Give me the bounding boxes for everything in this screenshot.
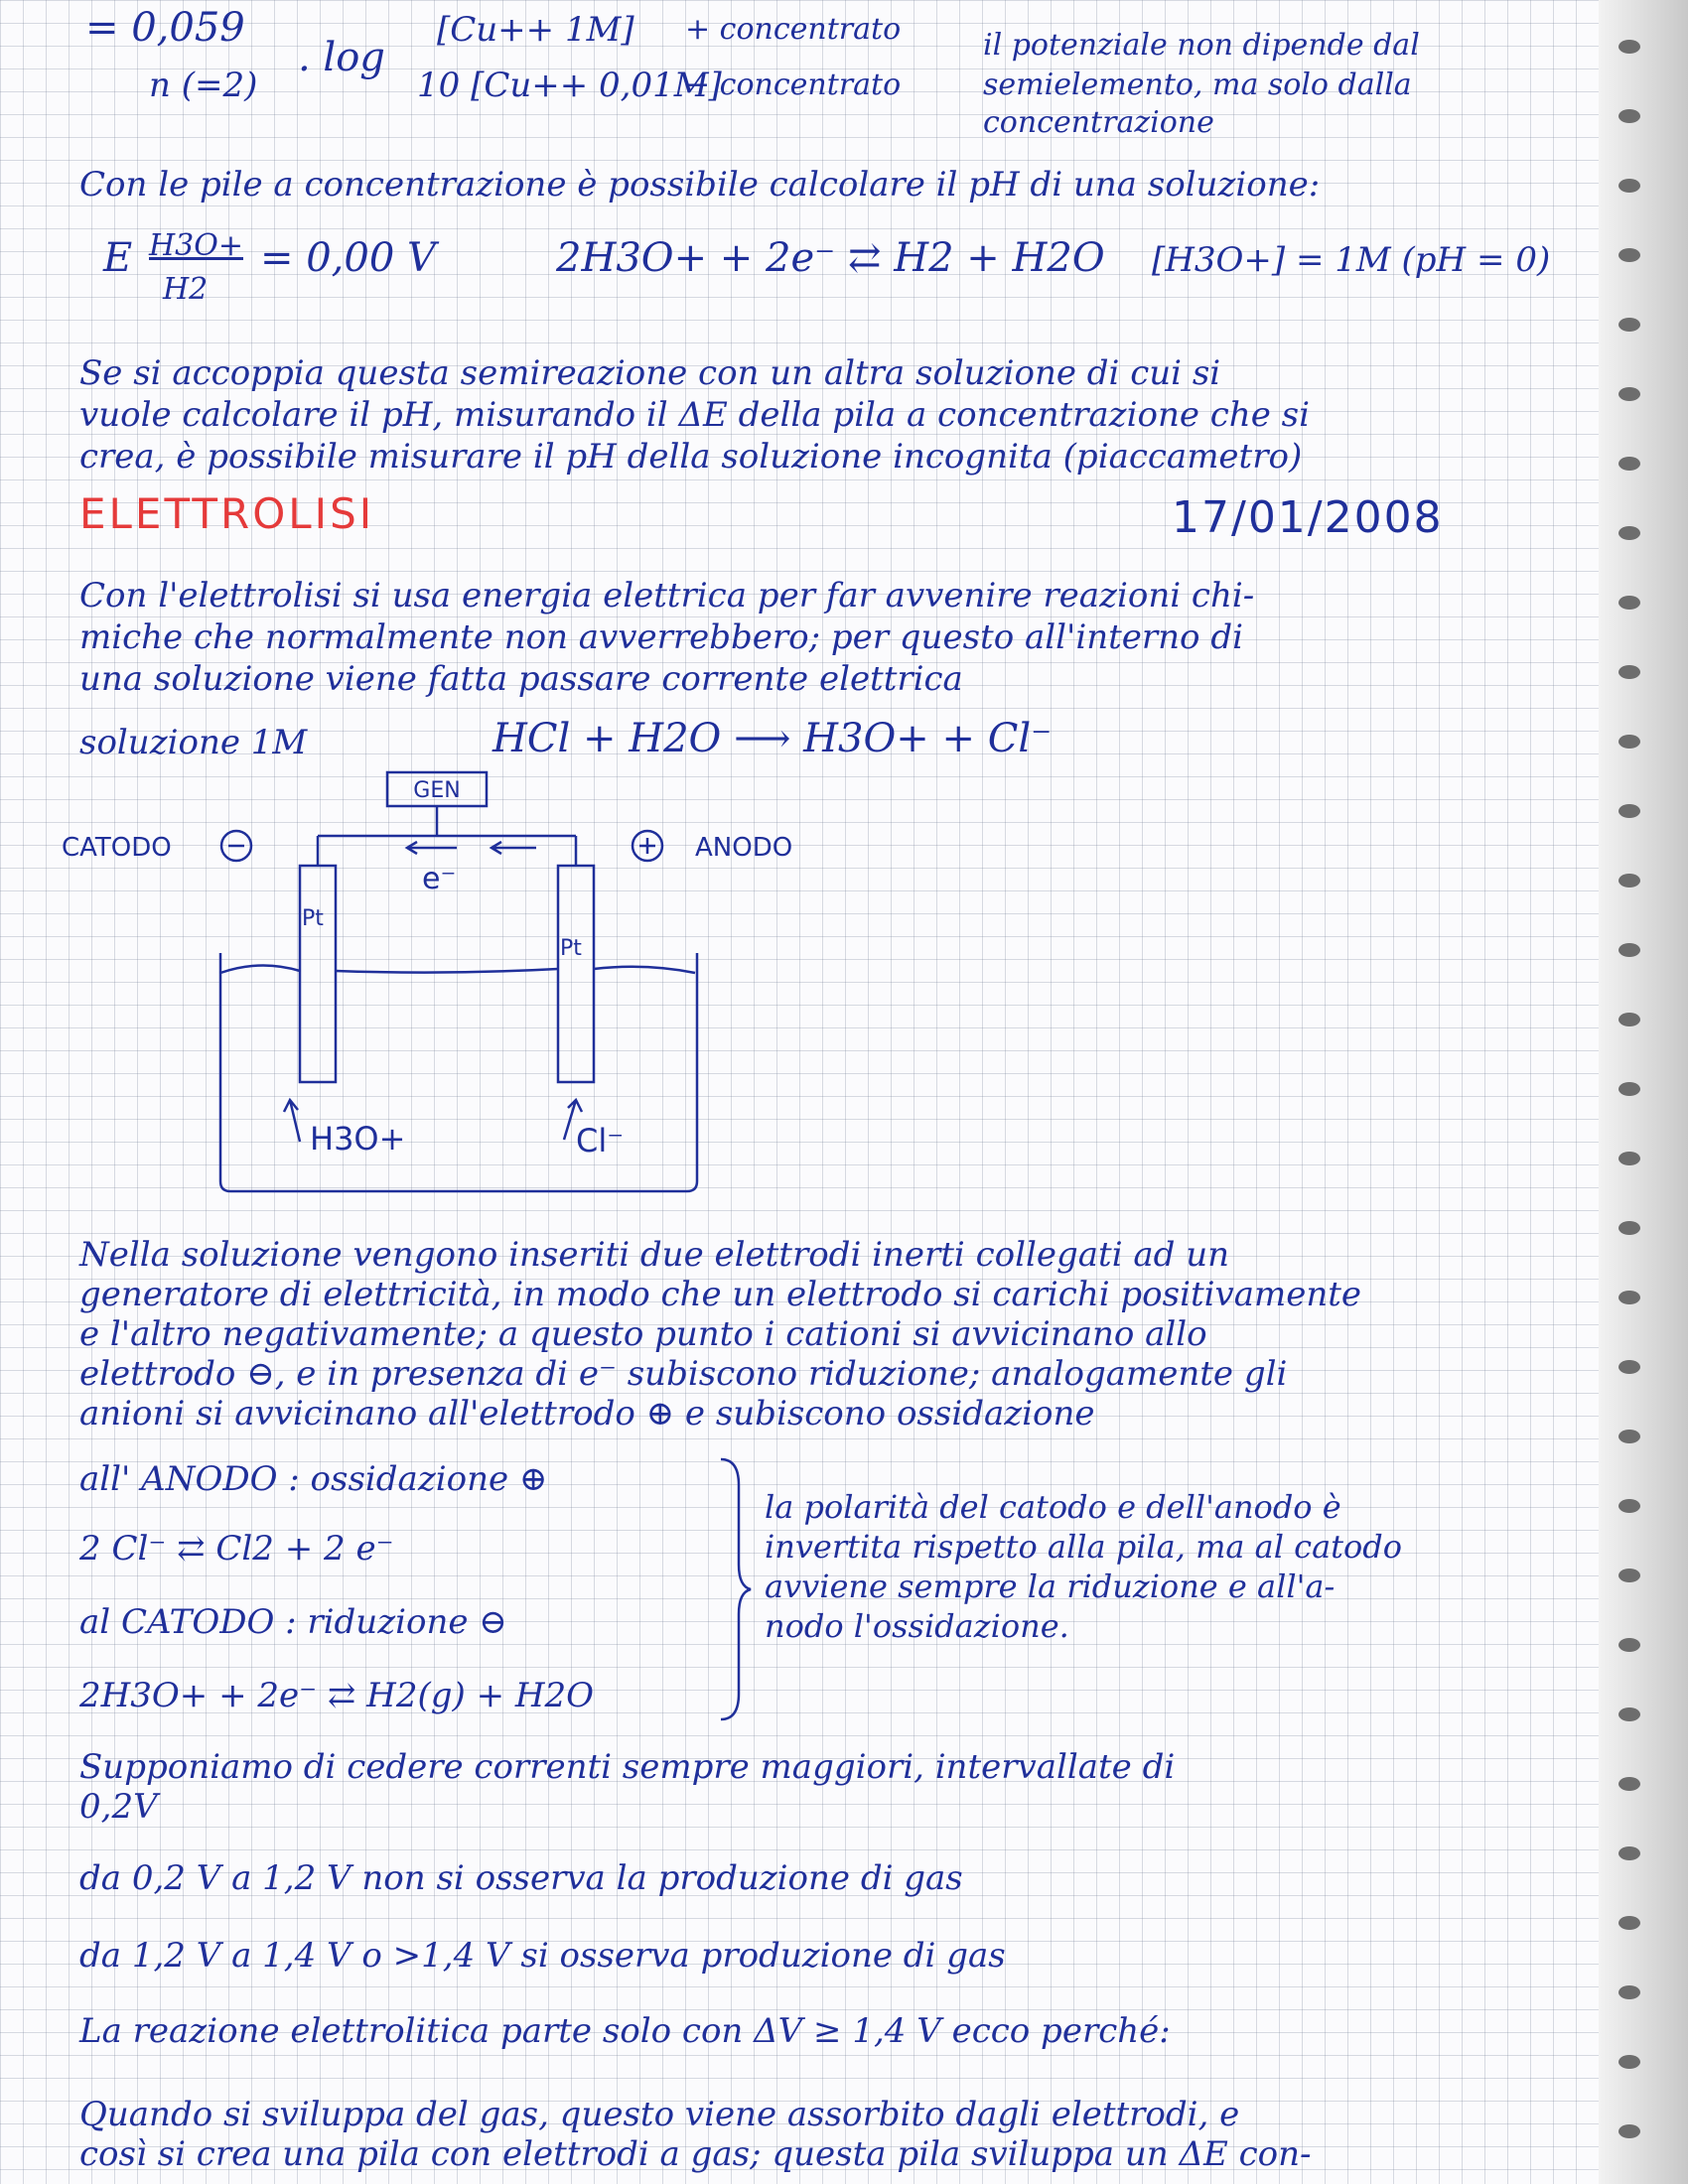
fraction-numerator: = 0,059	[85, 5, 245, 51]
log-denominator: 10 [Cu++ 0,01M]	[417, 66, 722, 105]
log-label: . log	[298, 35, 385, 80]
section-date: 17/01/2008	[1172, 492, 1444, 543]
brace-note-line-3: avviene sempre la riduzione e all'a-	[765, 1568, 1336, 1605]
circuit-wire	[318, 806, 576, 866]
explanation-line-5: anioni si avvicinano all'elettrodo ⊕ e subiscono ossidazione	[79, 1394, 1095, 1433]
binding-hole	[1618, 735, 1640, 749]
explanation-line-1: Nella soluzione vengono inseriti due elettrodi inerti collegati ad un	[79, 1235, 1230, 1275]
minus-concentrated: − concentrato	[685, 68, 902, 102]
cl-ion-label: Cl⁻	[576, 1122, 625, 1160]
brace-note-line-1: la polarità del catodo e dell'anodo è	[765, 1488, 1341, 1526]
binding-hole	[1618, 40, 1640, 54]
solution-reaction: HCl + H2O ⟶ H3O+ + Cl⁻	[492, 716, 1053, 761]
range-gas: da 1,2 V a 1,4 V o >1,4 V si osserva produzione di gas	[79, 1936, 1006, 1976]
curly-brace	[715, 1455, 755, 1723]
ph-intro: Con le pile a concentrazione è possibile calcolare il pH di una soluzione:	[79, 165, 1321, 205]
h3o-arrow	[284, 1100, 300, 1142]
explanation-line-2: generatore di elettricità, in modo che un elettrodo si carichi positivamente	[79, 1275, 1362, 1314]
plus-concentrated: + concentrato	[685, 12, 902, 47]
ph-para-line-1: Se si accoppia questa semireazione con un altra soluzione di cui si	[79, 353, 1221, 393]
electrode-potential-label: E	[103, 235, 133, 281]
electron-arrow-left	[492, 842, 536, 854]
voltage-line-1: Supponiamo di cedere correnti sempre maggiori, intervallate di	[79, 1747, 1176, 1787]
binding-hole	[1618, 1985, 1640, 1999]
final-line-2: così si crea una pila con elettrodi a gas; questa pila sviluppa un ΔE con-	[79, 2134, 1312, 2174]
explanation-line-4: elettrodo ⊖, e in presenza di e⁻ subiscono riduzione; analogamente gli	[79, 1354, 1288, 1394]
binding-hole	[1618, 1777, 1640, 1791]
anode-label: ANODO	[695, 833, 793, 863]
binding-hole	[1618, 2055, 1640, 2069]
binding-hole	[1618, 526, 1640, 540]
generator-label: GEN	[413, 778, 461, 803]
binding-hole	[1618, 1360, 1640, 1374]
fraction-denominator: n (=2)	[149, 66, 258, 105]
notebook-binding	[1599, 0, 1688, 2184]
hydrogen-condition: [H3O+] = 1M (pH = 0)	[1152, 240, 1551, 280]
ph-para-line-2: vuole calcolare il pH, misurando il ΔE della pila a concentrazione che si	[79, 395, 1310, 435]
h3o-numerator: H3O+	[149, 228, 243, 263]
solution-label: soluzione 1M	[79, 723, 308, 762]
binding-hole	[1618, 248, 1640, 262]
ph-para-line-3: crea, è possibile misurare il pH della soluzione incognita (piaccametro)	[79, 437, 1303, 477]
binding-hole	[1618, 1430, 1640, 1443]
binding-hole	[1618, 2124, 1640, 2138]
standard-potential-value: = 0,00 V	[260, 235, 436, 281]
cathode-electrode	[300, 866, 336, 1082]
anode-material: Pt	[560, 936, 582, 961]
intro-para-line-2: miche che normalmente non avverrebbero; per questo all'interno di	[79, 617, 1243, 657]
cathode-material: Pt	[302, 906, 324, 931]
section-title: ELETTROLISI	[79, 489, 375, 538]
binding-hole	[1618, 596, 1640, 610]
solution-surface	[220, 965, 695, 973]
binding-hole	[1618, 1013, 1640, 1026]
binding-hole	[1618, 874, 1640, 887]
binding-hole	[1618, 804, 1640, 818]
range-no-gas: da 0,2 V a 1,2 V non si osserva la produzione di gas	[79, 1858, 963, 1898]
binding-hole	[1618, 1846, 1640, 1860]
binding-hole	[1618, 109, 1640, 123]
electron-arrow-right	[407, 842, 457, 854]
binding-hole	[1618, 179, 1640, 193]
final-line-1: Quando si sviluppa del gas, questo viene assorbito dagli elettrodi, e	[79, 2095, 1240, 2134]
side-note-line-1: il potenziale non dipende dal	[983, 28, 1420, 63]
binding-hole	[1618, 1082, 1640, 1096]
container	[220, 953, 697, 1191]
binding-hole	[1618, 318, 1640, 332]
binding-hole	[1618, 943, 1640, 957]
binding-hole	[1618, 1569, 1640, 1582]
binding-hole	[1618, 1707, 1640, 1721]
intro-para-line-3: una soluzione viene fatta passare corrente elettrica	[79, 659, 963, 699]
intro-para-line-1: Con l'elettrolisi si usa energia elettrica per far avvenire reazioni chi-	[79, 576, 1255, 615]
cathode-label: CATODO	[62, 833, 172, 863]
explanation-line-3: e l'altro negativamente; a questo punto i cationi si avvicinano allo	[79, 1314, 1207, 1354]
brace-note-line-2: invertita rispetto alla pila, ma al catodo	[765, 1528, 1403, 1566]
side-note-line-2: semielemento, ma solo dalla	[983, 68, 1412, 102]
binding-hole	[1618, 1638, 1640, 1652]
h3o-ion-label: H3O+	[310, 1120, 406, 1158]
anode-half-reaction: 2 Cl⁻ ⇄ Cl2 + 2 e⁻	[79, 1529, 394, 1569]
binding-hole	[1618, 665, 1640, 679]
electron-label: e⁻	[422, 862, 457, 896]
cathode-half-label: al CATODO : riduzione ⊖	[79, 1602, 507, 1642]
binding-hole	[1618, 1499, 1640, 1513]
binding-hole	[1618, 1916, 1640, 1930]
log-numerator: [Cu++ 1M]	[437, 10, 634, 50]
side-note-line-3: concentrazione	[983, 105, 1214, 140]
voltage-line-2: 0,2V	[79, 1787, 158, 1827]
anode-half-label: all' ANODO : ossidazione ⊕	[79, 1459, 548, 1499]
brace-note-line-4: nodo l'ossidazione.	[765, 1607, 1069, 1645]
cathode-half-reaction: 2H3O+ + 2e⁻ ⇄ H2(g) + H2O	[79, 1676, 595, 1715]
conclusion-line: La reazione elettrolitica parte solo con ΔV ≥ 1,4 V ecco perché:	[79, 2011, 1171, 2051]
binding-hole	[1618, 1221, 1640, 1235]
anode-electrode	[558, 866, 594, 1082]
binding-hole	[1618, 1291, 1640, 1304]
binding-hole	[1618, 457, 1640, 471]
hydrogen-reaction: 2H3O+ + 2e⁻ ⇄ H2 + H2O	[556, 235, 1105, 281]
binding-hole	[1618, 1152, 1640, 1165]
electrolysis-cell-diagram	[40, 764, 793, 1221]
binding-hole	[1618, 387, 1640, 401]
h2-denominator: H2	[163, 272, 209, 307]
